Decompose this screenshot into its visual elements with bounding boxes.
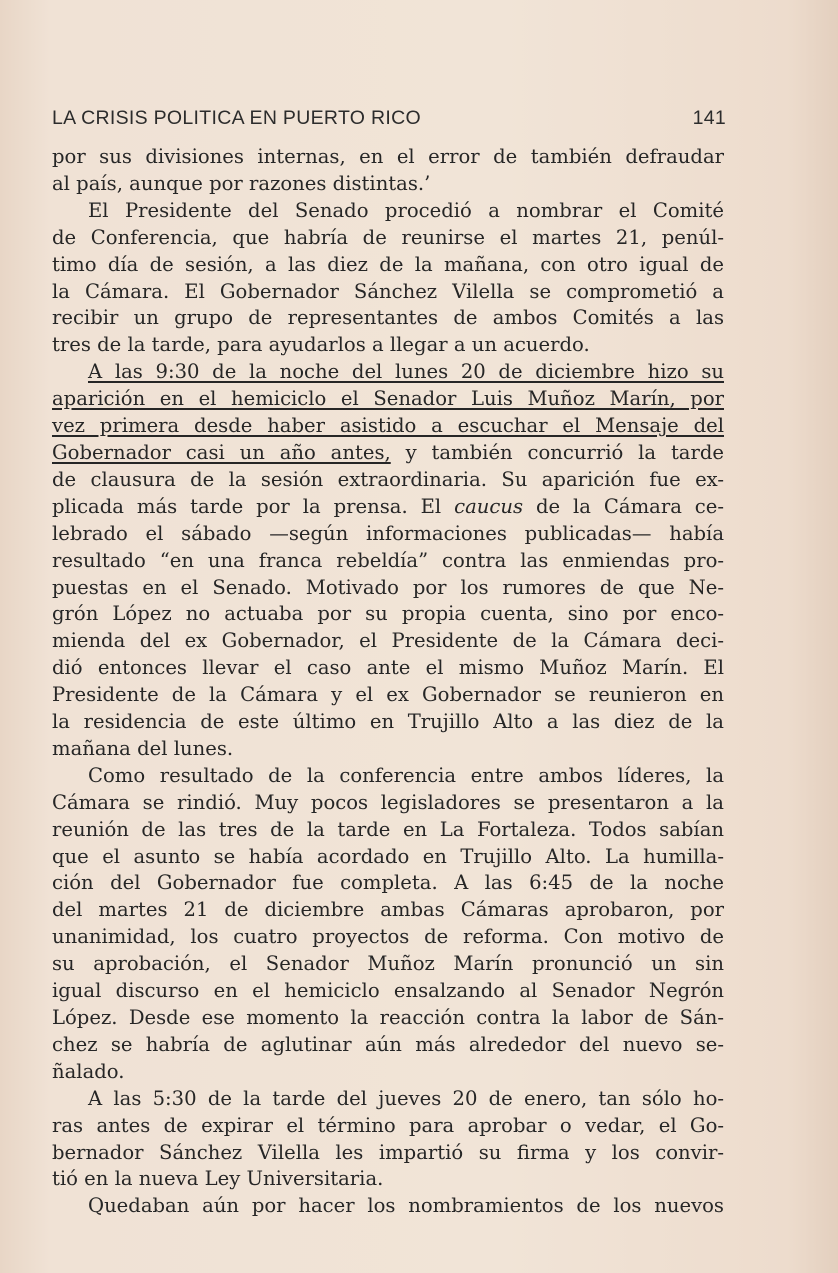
text-line: unanimidad, los cuatro proyectos de reforma. Con motivo de [52, 925, 724, 949]
text-line: ras antes de expirar el término para aprobar o vedar, el Go- [52, 1113, 724, 1137]
text-line: Gobernador casi un año antes, y también concurrió la tarde [52, 440, 724, 464]
running-title: LA CRISIS POLITICA EN PUERTO RICO [52, 107, 421, 129]
underlined-text: Gobernador casi un año antes, [52, 440, 391, 464]
text-line [52, 413, 724, 440]
text-line: Presidente de la Cámara y el ex Gobernador se reunieron en [52, 683, 724, 707]
text-line: igual discurso en el hemiciclo ensalzando al Senador Negrón [52, 979, 724, 1003]
text-line: ción del Gobernador fue completa. A las 6:45 de la noche [52, 871, 724, 895]
text-line: Cámara se rindió. Muy pocos legisladores se presentaron a la [52, 790, 724, 814]
text-line [52, 359, 724, 386]
text-line: López. Desde ese momento la reacción contra la labor de Sán- [52, 1006, 724, 1029]
text-line: A las 5:30 de la tarde del jueves 20 de enero, tan sólo ho- [88, 1086, 724, 1110]
text-line: puestas en el Senado. Motivado por los rumores de que Ne- [52, 575, 724, 599]
text-line: Como resultado de la conferencia entre ambos líderes, la [88, 763, 724, 787]
text-line: al país, aunque por razones distintas.’ [52, 171, 431, 195]
text-line: dió entonces llevar el caso ante el mismo Muñoz Marín. El [52, 656, 724, 680]
text-line: de clausura de la sesión extraordinaria. Su aparición fue ex- [52, 467, 724, 491]
text-line: la Cámara. El Gobernador Sánchez Vilella se comprometió a [52, 279, 724, 303]
text-line: lebrado el sábado —según informaciones publicadas— había [52, 521, 724, 545]
text-line: chez se habría de aglutinar aún más alrededor del nuevo se- [52, 1032, 724, 1056]
text-line [52, 386, 724, 413]
text-line: reunión de las tres de la tarde en La Fortaleza. Todos sabían [52, 817, 724, 841]
underlined-text: A las 9:30 de la noche del lunes 20 de diciembre hizo su [88, 360, 724, 384]
page-number: 141 [692, 107, 726, 129]
text-line: su aprobación, el Senador Muñoz Marín pronunció un sin [52, 952, 724, 976]
text-line: resultado “en una franca rebeldía” contra las enmiendas pro- [52, 548, 724, 572]
text-line: ñalado. [52, 1059, 125, 1083]
text-line: por sus divisiones internas, en el error de también defraudar [52, 145, 724, 168]
body-text [52, 144, 724, 1220]
text-line: de Conferencia, que habría de reunirse el martes 21, penúl- [52, 225, 724, 249]
text-line: recibir un grupo de representantes de ambos Comités a las [52, 306, 724, 330]
text-line: El Presidente del Senado procedió a nombrar el Comité [88, 198, 724, 222]
page-header [52, 107, 726, 130]
text-line: tres de la tarde, para ayudarlos a llegar a un acuerdo. [52, 333, 590, 357]
underlined-text: vez primera desde haber asistido a escuchar el Mensaje del [52, 414, 724, 438]
text-line: bernador Sánchez Vilella les impartió su firma y los convir- [52, 1140, 724, 1164]
text-line: mañana del lunes. [52, 736, 234, 760]
text-line: del martes 21 de diciembre ambas Cámaras aprobaron, por [52, 898, 724, 922]
underlined-text: aparición en el hemiciclo el Senador Luis Muñoz Marín, por [52, 387, 724, 411]
text-line: la residencia de este último en Trujillo Alto a las diez de la [52, 710, 724, 734]
text-line: plicada más tarde por la prensa. El caucus de la Cámara ce- [52, 494, 724, 518]
text-line: que el asunto se había acordado en Trujillo Alto. La humilla- [52, 844, 724, 868]
text-line: tió en la nueva Ley Universitaria. [52, 1167, 384, 1191]
italic-term: caucus [454, 494, 524, 518]
text-line: Quedaban aún por hacer los nombramientos de los nuevos [88, 1194, 724, 1218]
text-line: timo día de sesión, a las diez de la mañana, con otro igual de [52, 252, 724, 276]
text-line: mienda del ex Gobernador, el Presidente de la Cámara deci- [52, 629, 724, 653]
text-line: grón López no actuaba por su propia cuenta, sino por enco- [52, 602, 724, 626]
